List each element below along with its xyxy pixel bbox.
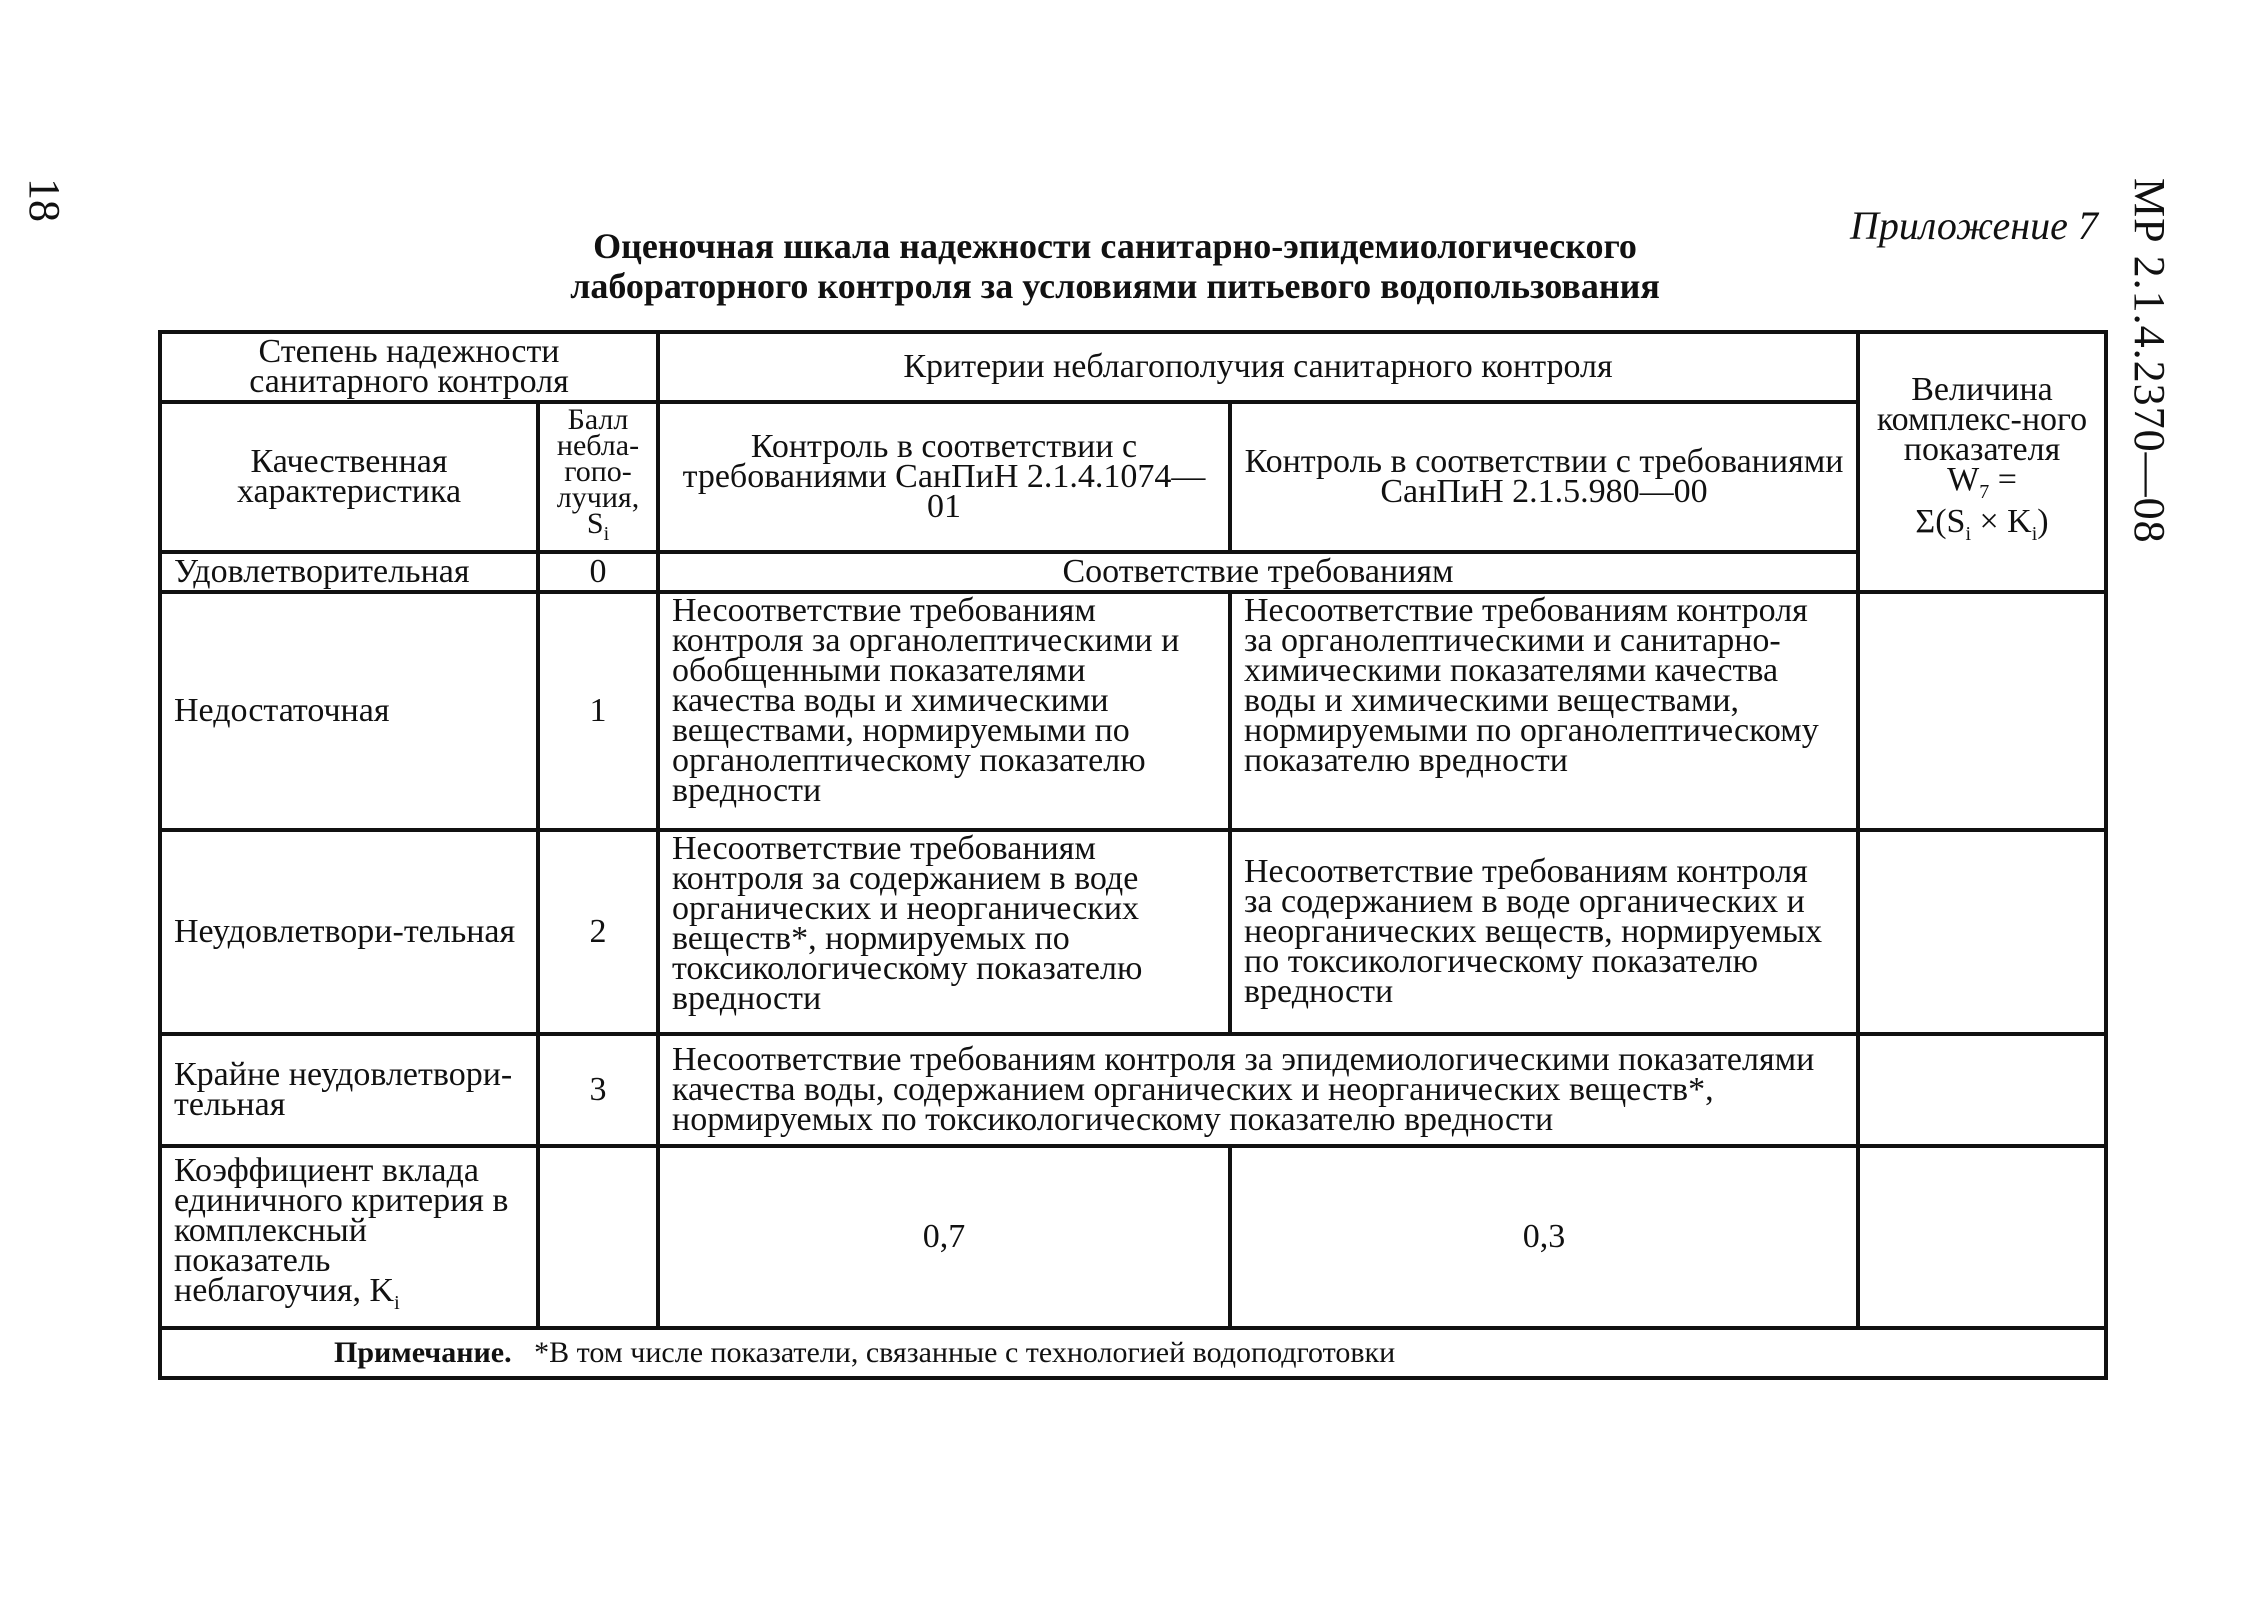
note-label: Примечание. [334, 1336, 512, 1369]
row-3-merged: Несоответствие требованиям контроля за эпидемиологическими показателями качества воды, содержанием органических и неорганических веществ*, нормируемых по токсикологическому показателю вредности [658, 1034, 1858, 1146]
row-0-quality: Удовлетворительная [160, 552, 538, 592]
row-1-value [1858, 592, 2106, 830]
row-0-score: 0 [538, 552, 658, 592]
header-value-close: ) [2037, 503, 2049, 540]
row-4-value [1858, 1146, 2106, 1328]
header-score-label: Балл небла-гопо-лучия, [556, 403, 640, 514]
header-value-sub-i: i [1965, 522, 1971, 545]
note-text: *В том числе показатели, связанные с технологией водоподготовки [534, 1336, 1396, 1369]
row-3-score: 3 [538, 1034, 658, 1146]
title-line-1: Оценочная шкала надежности санитарно-эпидемиологического [593, 226, 1637, 266]
header-criteria: Критерии неблагополучия санитарного контроля [658, 332, 1858, 402]
header-value-sub-i2: i [2031, 522, 2038, 545]
header-value-w: W [1947, 461, 1980, 499]
row-1-score: 1 [538, 592, 658, 830]
row-1-col1: Несоответствие требованиям контроля за органолептическими и обобщенными показателями качества воды и химическими веществами, нормируемыми по органолептическому показателю вредности [658, 592, 1230, 830]
reliability-scale-table [158, 330, 2108, 1380]
row-2-value [1858, 830, 2106, 1034]
row-4-quality-sub: i [394, 1291, 400, 1314]
header-value-column [1858, 332, 2106, 592]
header-control-1074: Контроль в соответствии с требованиями СанПиН 2.1.4.1074—01 [658, 402, 1230, 552]
row-2-col2: Несоответствие требованиям контроля за содержанием в воде органических и неорганических веществ, нормируемых по токсикологическому показателю вредности [1230, 830, 1858, 1034]
row-1-col2: Несоответствие требованиям контроля за органолептическими и санитарно-химическими показателями качества воды и химическими веществами, нормируемыми по органолептическому показателю вредности [1230, 592, 1858, 830]
row-4-quality-text: Коэффициент вклада единичного критерия в комплексный показатель неблагоучия, K [174, 1152, 509, 1310]
header-score-symbol: S [586, 507, 604, 540]
row-0-merged: Соответствие требованиям [658, 552, 1858, 592]
header-quality: Качественная характеристика [160, 402, 538, 552]
row-4-col1: 0,7 [658, 1146, 1230, 1328]
row-4-col2: 0,3 [1230, 1146, 1858, 1328]
title-line-2: лабораторного контроля за условиями питьевого водопользования [570, 266, 1660, 306]
header-value-eq: = [1989, 461, 2017, 499]
row-3-quality: Крайне неудовлетвори-тельная [160, 1034, 538, 1146]
header-value-times: × K [1971, 503, 2032, 540]
header-value-label: Величина комплекс-ного показателя [1876, 371, 2088, 469]
row-4-quality [160, 1146, 538, 1328]
header-value-sum: Σ(S [1915, 503, 1966, 540]
row-2-score: 2 [538, 830, 658, 1034]
row-3-value [1858, 1034, 2106, 1146]
header-degree: Степень надежности санитарного контроля [160, 332, 658, 402]
row-2-col1: Несоответствие требованиям контроля за содержанием в воде органических и неорганических веществ*, нормируемых по токсикологическому показателю вредности [658, 830, 1230, 1034]
appendix-label: Приложение 7 [1850, 203, 2098, 248]
page-number: 18 [20, 178, 69, 222]
row-2-quality: Неудовлетвори-тельная [160, 830, 538, 1034]
header-control-980: Контроль в соответствии с требованиями СанПиН 2.1.5.980—00 [1230, 402, 1858, 552]
table-note [160, 1328, 2106, 1378]
document-code: МР 2.1.4.2370—08 [2125, 178, 2174, 544]
row-4-score [538, 1146, 658, 1328]
row-1-quality: Недостаточная [160, 592, 538, 830]
header-score-sub: i [603, 523, 610, 545]
table-title [480, 226, 1750, 306]
header-value-w-sub: 7 [1979, 481, 1990, 503]
header-score [538, 402, 658, 552]
